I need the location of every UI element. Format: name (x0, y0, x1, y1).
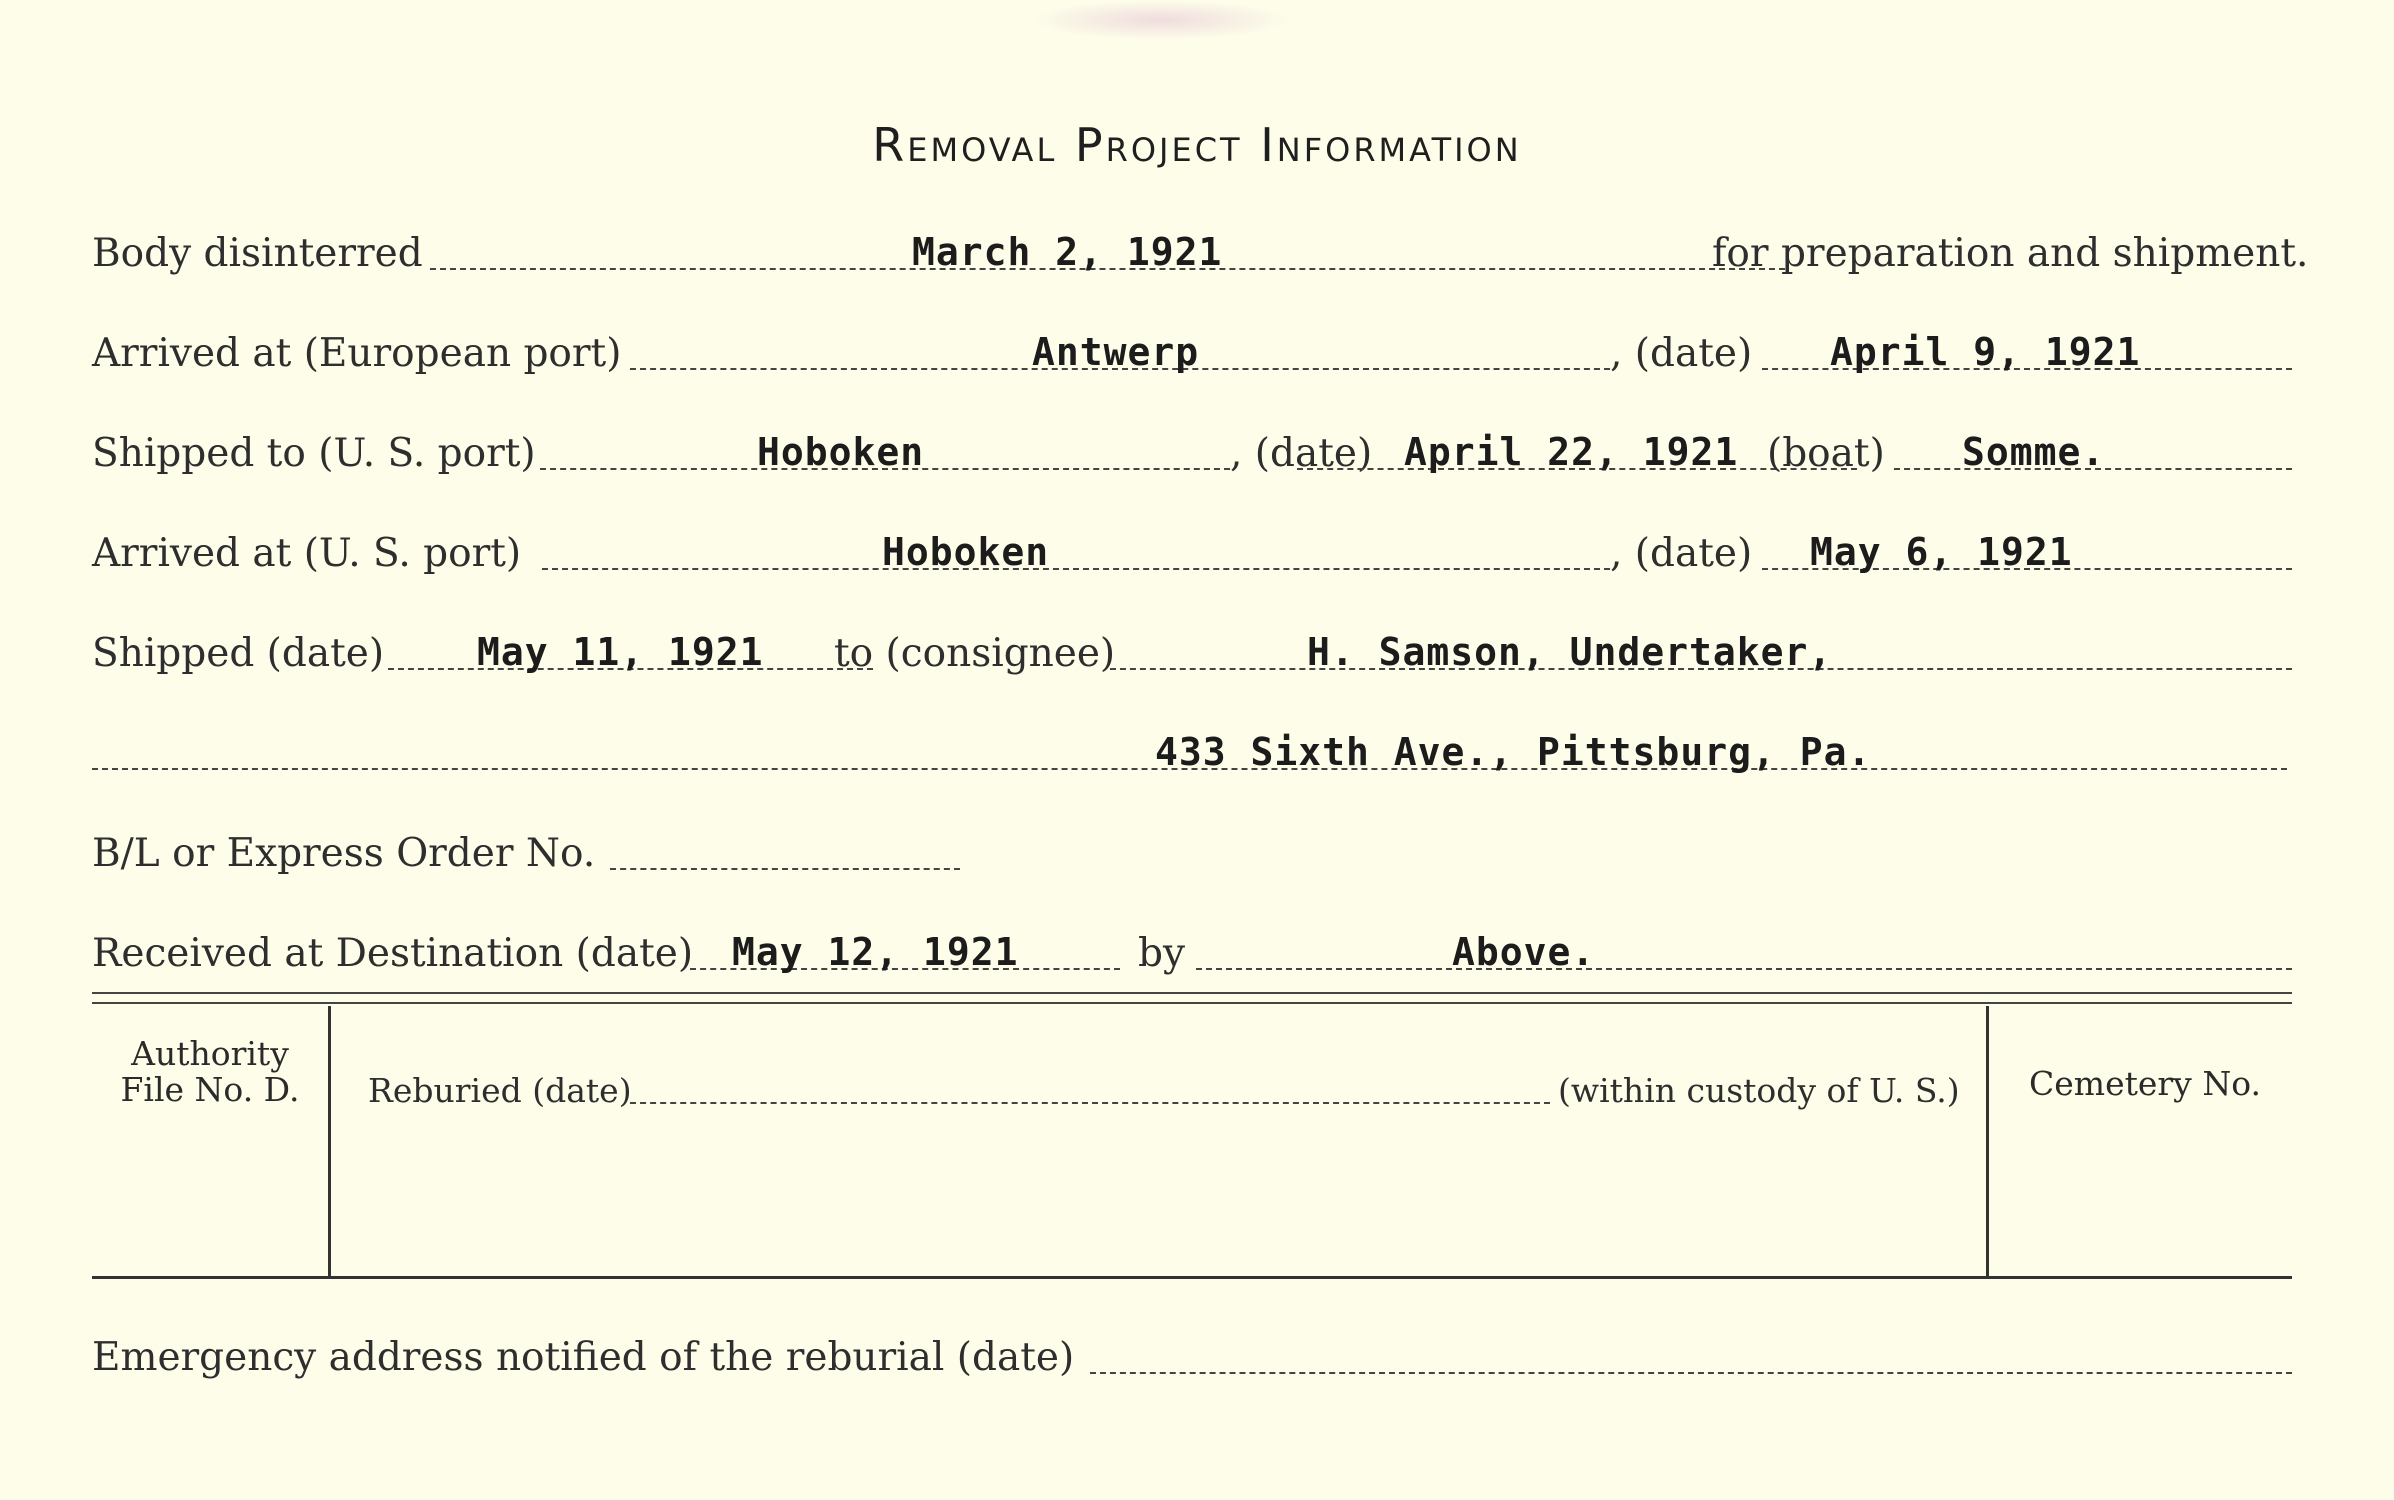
disinterred-label: Body disinterred (92, 231, 423, 276)
consignee-label: to (consignee) (834, 631, 1116, 676)
bl-line (610, 868, 960, 870)
row-shipped-to-us (92, 422, 2292, 482)
shipped-to-us-label: Shipped to (U. S. port) (92, 431, 536, 476)
row-reburied (368, 1056, 1968, 1116)
authority-block (92, 1036, 328, 1108)
arrived-european-date-label: , (date) (1610, 331, 1753, 376)
double-rule (92, 992, 2292, 1004)
arrived-us-date: May 6, 1921 (1810, 530, 2073, 574)
bl-label: B/L or Express Order No. (92, 831, 596, 876)
received-by-line (1196, 968, 2292, 970)
box-bottom-rule (92, 1276, 2292, 1279)
row-arrived-us (92, 522, 2292, 582)
row-address (92, 722, 2292, 782)
shipped-to-us-date: April 22, 1921 (1404, 430, 1739, 474)
arrived-european-label: Arrived at (European port) (92, 331, 622, 376)
consignee-address: 433 Sixth Ave., Pittsburg, Pa. (1155, 730, 1872, 774)
received-by: Above. (1452, 930, 1596, 974)
authority-label: Authority (131, 1034, 289, 1073)
shipped-date: May 11, 1921 (477, 630, 764, 674)
form-title: Removal Project Information (872, 118, 1522, 172)
boat-name: Somme. (1962, 430, 2106, 474)
arrived-us-label: Arrived at (U. S. port) (92, 531, 522, 576)
arrived-us-port: Hoboken (882, 530, 1050, 574)
row-received (92, 922, 2292, 982)
emergency-line (1090, 1372, 2292, 1374)
boat-label: (boat) (1767, 431, 1885, 476)
row-disinterred (92, 222, 2309, 282)
arrived-european-port: Antwerp (1032, 330, 1200, 374)
ink-stamp-mark (1030, 0, 1290, 40)
consignee-name: H. Samson, Undertaker, (1307, 630, 1833, 674)
file-no-label: File No. D. (120, 1070, 300, 1109)
cemetery-label: Cemetery No. (2029, 1064, 2261, 1103)
row-arrived-european (92, 322, 2292, 382)
arrived-us-line (542, 568, 1610, 570)
reburied-label: Reburied (date) (368, 1071, 632, 1110)
shipped-to-us-port: Hoboken (757, 430, 925, 474)
custody-label: (within custody of U. S.) (1558, 1071, 1960, 1110)
arrived-european-date: April 9, 1921 (1830, 330, 2141, 374)
disinterred-suffix: for preparation and shipment. (1712, 231, 2309, 276)
box-divider-left (328, 1006, 331, 1278)
received-label: Received at Destination (date) (92, 931, 694, 976)
disinterred-date: March 2, 1921 (912, 230, 1223, 274)
by-label: by (1138, 931, 1185, 976)
reburied-line (630, 1102, 1550, 1104)
emergency-label: Emergency address notified of the reburial (date) (92, 1335, 1075, 1380)
received-date: May 12, 1921 (732, 930, 1019, 974)
row-bl (92, 822, 2292, 882)
arrived-us-date-label: , (date) (1610, 531, 1753, 576)
row-emergency (92, 1326, 2292, 1386)
shipped-to-us-date-label: , (date) (1230, 431, 1373, 476)
shipped-label: Shipped (date) (92, 631, 385, 676)
row-shipped (92, 622, 2292, 682)
box-divider-right (1986, 1006, 1989, 1278)
